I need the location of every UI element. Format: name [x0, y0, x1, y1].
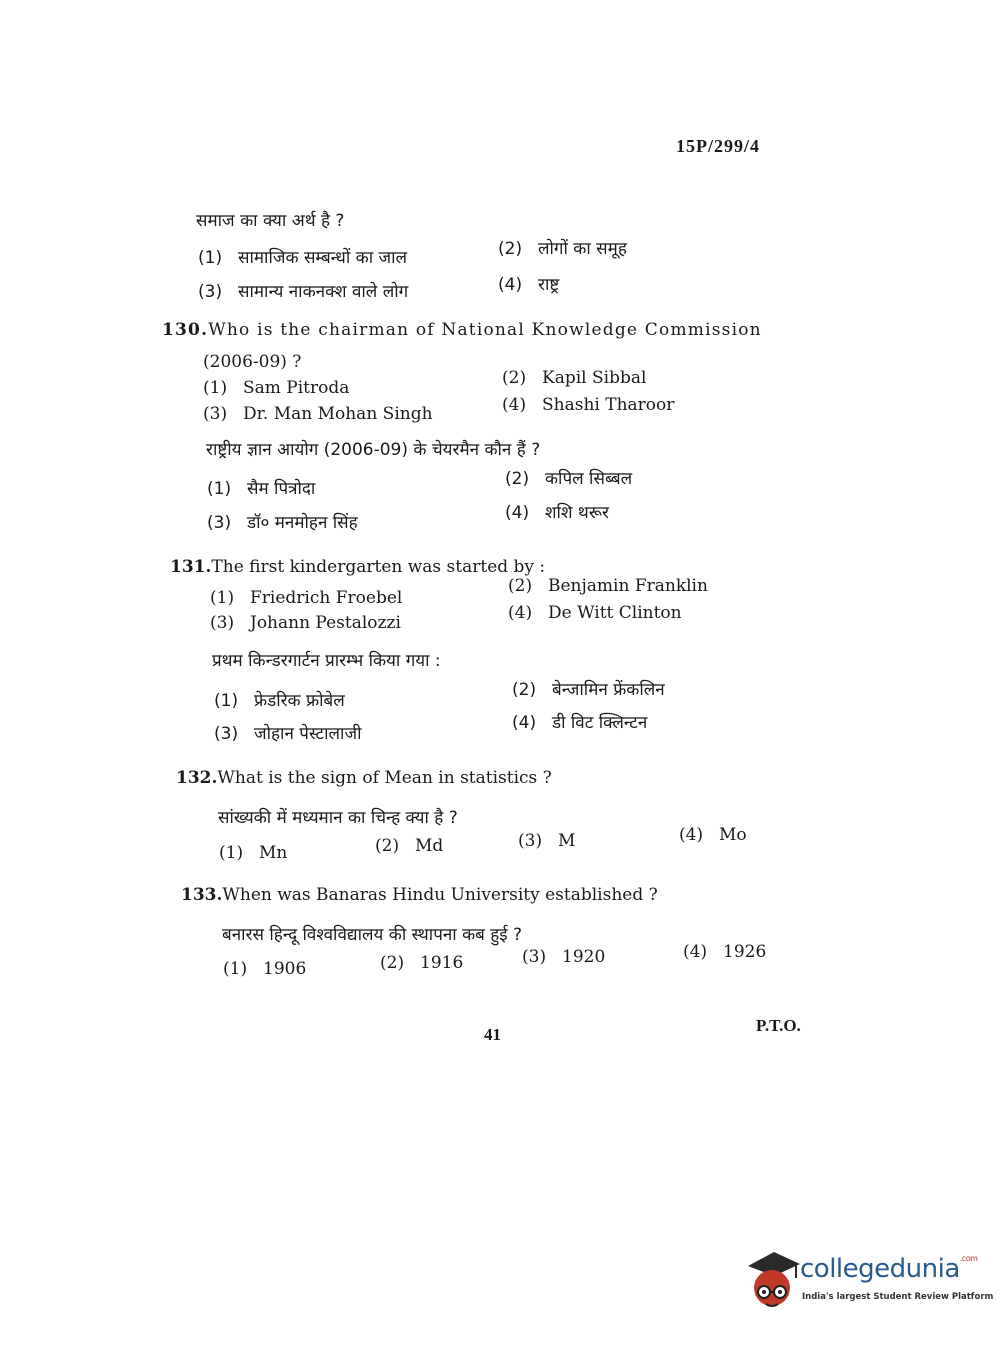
question-text: What is the sign of Mean in statistics ?: [217, 768, 552, 788]
option-text: Mn: [259, 843, 288, 863]
option-number: (1): [214, 691, 239, 711]
option-number: (2): [508, 576, 533, 596]
option-text: Shashi Tharoor: [542, 395, 675, 415]
option-number: (4): [512, 713, 537, 733]
option-text: Benjamin Franklin: [548, 576, 708, 596]
q130-hindi-option-2: [505, 466, 632, 489]
option-text: लोगों का समूह: [538, 239, 627, 259]
option-text: 1926: [723, 942, 767, 962]
q133-option-4: [683, 942, 766, 962]
q130-option-4: [502, 395, 674, 415]
q130-hindi-question: राष्ट्रीय ज्ञान आयोग (2006-09) के चेयरमैन कौन हैं ?: [206, 440, 541, 460]
q131-option-3: [210, 613, 401, 633]
question-text: Who is the chairman of National Knowledge Commission: [208, 320, 762, 340]
option-number: (4): [505, 503, 530, 523]
option-number: (3): [518, 831, 543, 851]
option-text: 1916: [420, 953, 464, 973]
q130-option-3: [203, 404, 433, 424]
q131-option-1: [210, 588, 402, 608]
q129-hindi-question: समाज का क्या अर्थ है ?: [196, 211, 345, 231]
option-number: (2): [512, 680, 537, 700]
option-text: कपिल सिब्बल: [545, 469, 633, 489]
option-text: M: [558, 831, 576, 851]
option-number: (2): [380, 953, 405, 973]
option-text: डी विट क्लिन्टन: [552, 713, 648, 733]
q133-option-3: [522, 947, 605, 967]
option-number: (3): [210, 613, 235, 633]
q132-question: [176, 768, 552, 788]
option-text: सैम पित्रोदा: [247, 479, 316, 499]
option-number: (1): [219, 843, 244, 863]
option-number: (1): [210, 588, 235, 608]
option-number: (3): [207, 513, 232, 533]
q130-option-1: [203, 378, 349, 398]
option-text: 1920: [562, 947, 606, 967]
question-text: The first kindergarten was started by :: [211, 557, 546, 577]
option-text: Johann Pestalozzi: [250, 613, 401, 633]
q131-hindi-option-2: [512, 677, 665, 700]
pto-label: P.T.O.: [756, 1016, 801, 1035]
option-number: (1): [198, 248, 223, 268]
brand-suffix: .com: [959, 1254, 978, 1263]
option-number: (4): [683, 942, 708, 962]
q130-hindi-option-1: [207, 476, 315, 499]
question-number: 130.: [162, 320, 209, 340]
q131-hindi-question: प्रथम किन्डरगार्टन प्रारम्भ किया गया :: [212, 651, 441, 671]
brand-name: [800, 1254, 977, 1284]
question-number: 132.: [176, 768, 218, 788]
q130-hindi-option-4: [505, 500, 609, 523]
option-number: (1): [203, 378, 228, 398]
q130-question: [162, 320, 762, 340]
q131-option-4: [508, 603, 682, 623]
q132-option-2: [375, 836, 443, 856]
option-text: बेन्जामिन फ्रेंकलिन: [552, 680, 665, 700]
q132-option-4: [679, 825, 747, 845]
mascot-icon: [742, 1248, 802, 1314]
question-number: 131.: [170, 557, 212, 577]
brand-text: collegedunia: [800, 1254, 960, 1284]
brand-tagline: India's largest Student Review Platform: [802, 1292, 994, 1302]
question-number: 133.: [181, 885, 223, 905]
q131-hindi-option-4: [512, 710, 647, 733]
q130-option-2: [502, 368, 646, 388]
q130-hindi-option-3: [207, 510, 358, 533]
option-number: (4): [498, 275, 523, 295]
q131-option-2: [508, 576, 708, 596]
paper-code: 15P/299/4: [676, 136, 760, 156]
option-number: (3): [522, 947, 547, 967]
option-text: डॉ० मनमोहन सिंह: [247, 513, 358, 533]
option-number: (1): [223, 959, 248, 979]
q131-hindi-option-1: [214, 688, 345, 711]
option-text: De Witt Clinton: [548, 603, 682, 623]
option-number: (1): [207, 479, 232, 499]
q133-option-1: [223, 959, 306, 979]
q130-question-line2: (2006-09) ?: [203, 352, 302, 372]
option-text: Friedrich Froebel: [250, 588, 403, 608]
option-text: Md: [415, 836, 444, 856]
option-number: (2): [505, 469, 530, 489]
collegedunia-logo: [742, 1248, 994, 1318]
option-number: (2): [498, 239, 523, 259]
option-number: (4): [502, 395, 527, 415]
option-text: राष्ट्र: [538, 275, 560, 295]
option-text: Sam Pitroda: [243, 378, 350, 398]
option-number: (2): [375, 836, 400, 856]
q129-option-1: [198, 245, 407, 268]
option-number: (2): [502, 368, 527, 388]
option-text: सामान्य नाकनक्श वाले लोग: [238, 282, 409, 302]
option-text: जोहान पेस्टालाजी: [254, 724, 362, 744]
option-text: सामाजिक सम्बन्धों का जाल: [238, 248, 408, 268]
option-text: शशि थरूर: [545, 503, 609, 523]
option-number: (3): [198, 282, 223, 302]
option-text: Kapil Sibbal: [542, 368, 647, 388]
option-text: Dr. Man Mohan Singh: [243, 404, 433, 424]
option-text: फ्रेडरिक फ्रोबेल: [254, 691, 345, 711]
option-number: (3): [203, 404, 228, 424]
q133-hindi-question: बनारस हिन्दू विश्वविद्यालय की स्थापना कब हुई ?: [222, 925, 523, 945]
q133-question: [181, 885, 658, 905]
option-text: 1906: [263, 959, 307, 979]
q129-option-3: [198, 279, 408, 302]
option-number: (4): [679, 825, 704, 845]
q131-question: [170, 557, 545, 577]
q133-option-2: [380, 953, 463, 973]
option-number: (3): [214, 724, 239, 744]
option-number: (4): [508, 603, 533, 623]
q132-option-1: [219, 843, 287, 863]
q132-option-3: [518, 831, 575, 851]
q129-option-4: [498, 272, 559, 295]
q131-hindi-option-3: [214, 721, 361, 744]
option-text: Mo: [719, 825, 747, 845]
page-number: 41: [484, 1025, 501, 1044]
q129-option-2: [498, 236, 627, 259]
q132-hindi-question: सांख्यकी में मध्यमान का चिन्ह क्या है ?: [218, 808, 458, 828]
question-text: When was Banaras Hindu University established ?: [222, 885, 658, 905]
